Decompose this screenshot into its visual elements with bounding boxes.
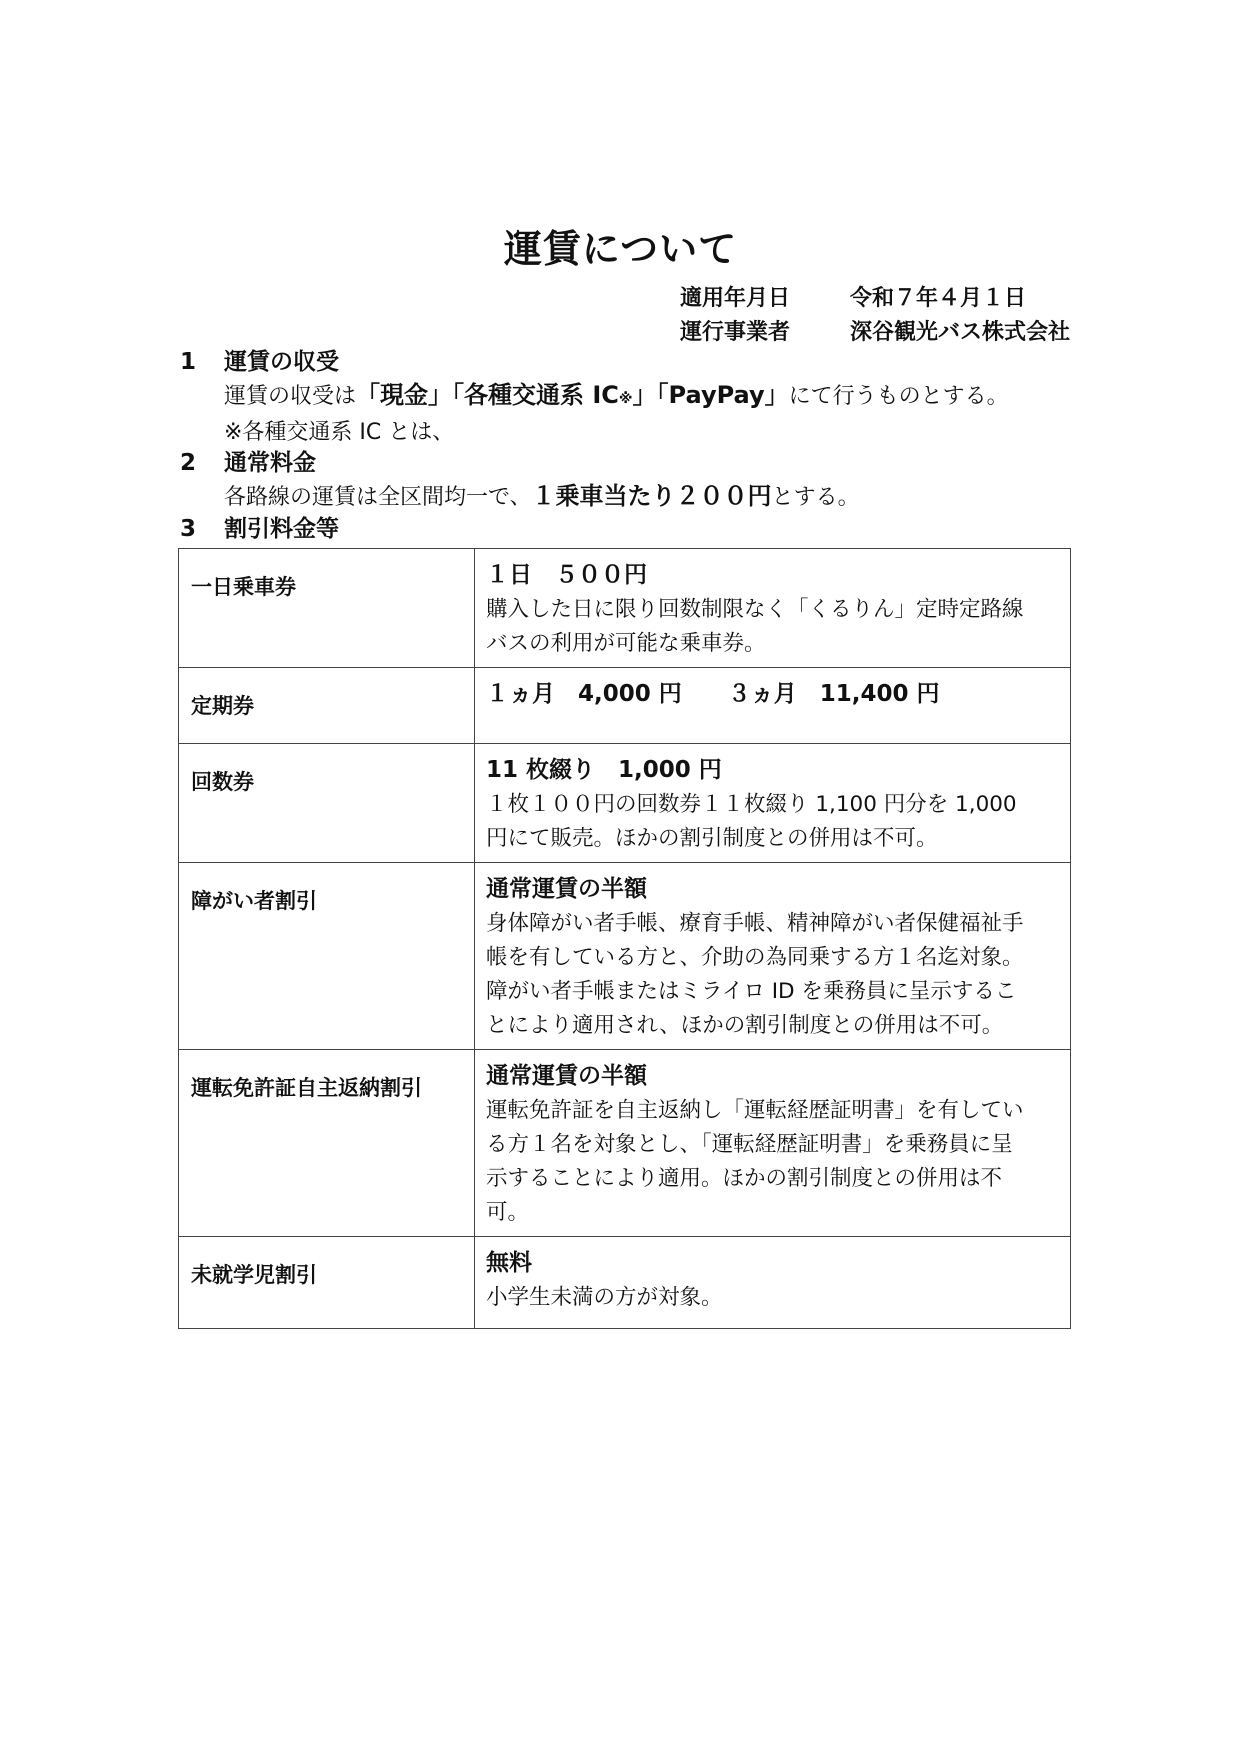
section-text: 各路線の運賃は全区間均一で、１乗車当たり２００円とする。 (224, 482, 860, 510)
section-number: 2 (180, 450, 197, 476)
meta-key: 運行事業者 (680, 320, 791, 345)
fare-heading: 無料 (486, 1250, 532, 1276)
fare-type-label: 回数券 (179, 744, 475, 863)
table-row (179, 668, 1071, 744)
meta-effective-date (680, 282, 1070, 316)
payment-methods: 「現金」「各種交通系 IC※」「PayPay」 (356, 381, 789, 409)
table-row (179, 549, 1071, 668)
table-row (179, 1237, 1071, 1329)
section-number: 3 (180, 516, 197, 542)
fare-heading: 通常運賃の半額 (486, 1063, 647, 1089)
ic-note: ※各種交通系 IC とは、 (224, 420, 455, 445)
section-regular-fare (180, 446, 1080, 514)
fare-description: 小学生未満の方が対象。 (486, 1285, 723, 1310)
fare-details (475, 668, 1071, 744)
section-heading: 通常料金 (224, 450, 316, 476)
fare-details (475, 863, 1071, 1050)
fare-description: １枚１００円の回数券１１枚綴り 1,100 円分を 1,000 円にて販売。ほかの割引制度との併用は不可。 (486, 792, 1017, 851)
fare-heading: １日 ５００円 (486, 562, 647, 588)
fare-details (475, 744, 1071, 863)
fare-type-label: 定期券 (179, 668, 475, 744)
fare-type-label: 運転免許証自主返納割引 (179, 1050, 475, 1237)
regular-fare-amount: １乗車当たり２００円 (531, 482, 772, 510)
meta-key: 適用年月日 (680, 286, 791, 311)
table-row (179, 863, 1071, 1050)
section-discounts (180, 512, 1080, 546)
fare-details (475, 549, 1071, 668)
fare-details (475, 1050, 1071, 1237)
fare-heading: １ヵ月 4,000 円 ３ヵ月 11,400 円 (486, 681, 940, 707)
meta-value: 令和７年４月１日 (850, 286, 1027, 311)
section-fare-collection (180, 345, 1080, 449)
section-number: 1 (180, 349, 197, 375)
fare-description: 運転免許証を自主返納し「運転経歴証明書」を有してい る方１名を対象とし、「運転経歴証明書」を乗務員に呈 示することにより適用。ほかの割引制度との併用は不 可。 (486, 1098, 1024, 1225)
fare-details (475, 1237, 1071, 1329)
fare-type-label: 未就学児割引 (179, 1237, 475, 1329)
fare-type-label: 一日乗車券 (179, 549, 475, 668)
document-meta (680, 282, 1070, 350)
fare-heading: 通常運賃の半額 (486, 876, 647, 902)
table-row (179, 1050, 1071, 1237)
fare-heading: 11 枚綴り 1,000 円 (486, 757, 722, 783)
section-heading: 割引料金等 (224, 516, 339, 542)
table-row (179, 744, 1071, 863)
page-title: 運賃について (503, 227, 738, 271)
fare-description: 身体障がい者手帳、療育手帳、精神障がい者保健福祉手 帳を有している方と、介助の為同乗する方１名迄対象。 障がい者手帳またはミライロ ID を乗務員に呈示するこ とにより適用され、ほかの割引制度との併用は不可。 (486, 911, 1024, 1038)
discount-fare-table (178, 548, 1071, 1329)
section-heading: 運賃の収受 (224, 349, 339, 375)
fare-type-label: 障がい者割引 (179, 863, 475, 1050)
meta-value: 深谷観光バス株式会社 (850, 320, 1071, 345)
section-text: 運賃の収受は「現金」「各種交通系 IC※」「PayPay」にて行うものとする。 (224, 381, 1009, 409)
fare-description: 購入した日に限り回数制限なく「くるりん」定時定路線 バスの利用が可能な乗車券。 (486, 597, 1024, 656)
